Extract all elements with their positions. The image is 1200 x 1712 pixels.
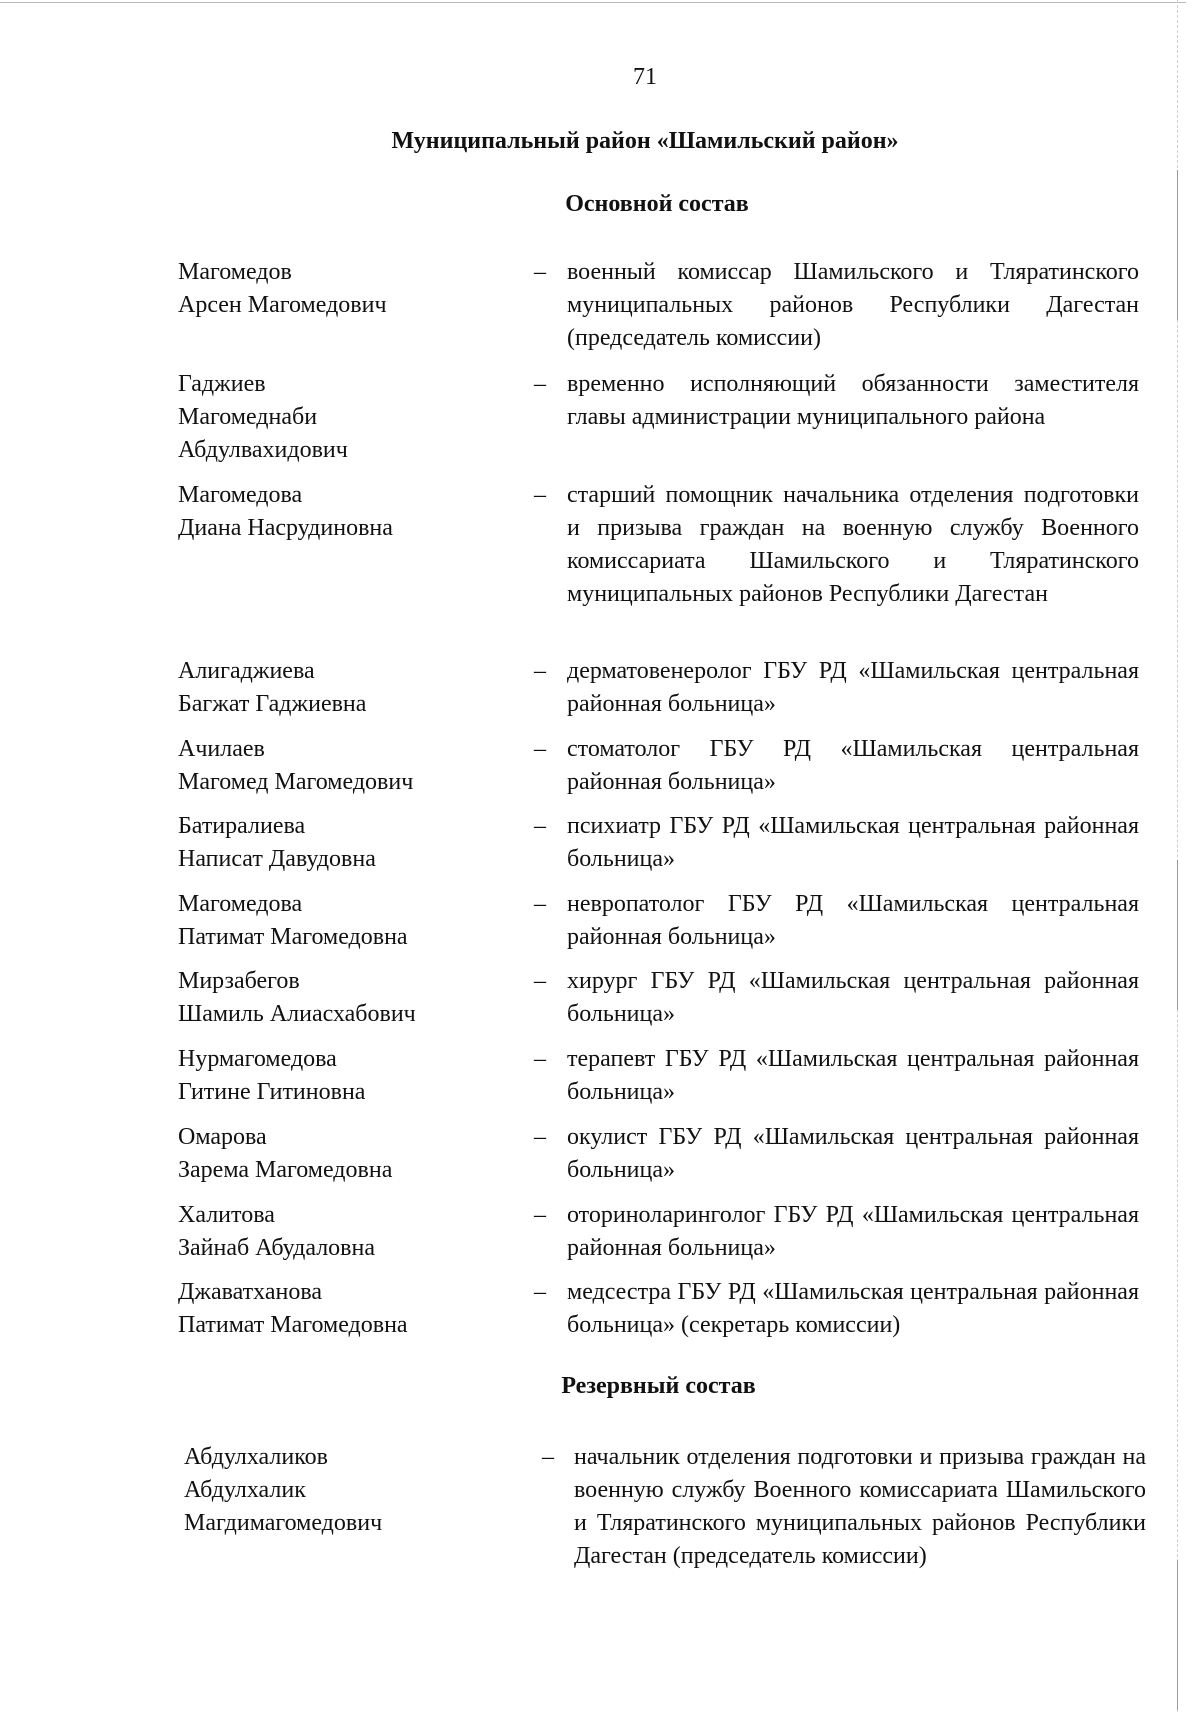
member-name-line: Абдулвахидович (178, 437, 348, 463)
reserve-section-heading: Резервный состав (561, 1373, 756, 1399)
member-name (178, 256, 498, 322)
member-name-line: Гаджиев (178, 371, 266, 397)
member-name (178, 1276, 498, 1342)
dash: – (534, 1279, 546, 1305)
member-position: медсестра ГБУ РД «Шамильская центральная районная больница» (секретарь комиссии) (567, 1279, 1139, 1338)
member-name-line: Написат Давудовна (178, 846, 376, 872)
scan-right-edge-mark (1177, 1560, 1178, 1710)
member-position: начальник отделения подготовки и призыва граждан на военную службу Военного комиссариата Шамильского и Тляратинского муниципальных районов Республики Дагестан (председатель комиссии) (574, 1444, 1146, 1569)
member-position: невропатолог ГБУ РД «Шамильская центральная районная больница» (567, 891, 1139, 950)
member-name (178, 1043, 498, 1109)
member-name (178, 965, 498, 1031)
dash: – (534, 1046, 546, 1072)
document-title: Муниципальный район «Шамильский район» (391, 128, 899, 154)
dash: – (534, 968, 546, 994)
member-name-line: Зайнаб Абудаловна (178, 1235, 376, 1261)
dash: – (534, 658, 546, 684)
main-section-heading: Основной состав (565, 191, 749, 217)
member-position: военный комиссар Шамильского и Тляратинского муниципальных районов Республики Дагестан (председатель комиссии) (567, 259, 1139, 351)
member-name (178, 1199, 498, 1265)
member-name-line: Мирзабегов (178, 968, 300, 994)
member-name-line: Нурмагомедова (178, 1046, 337, 1072)
member-name (178, 810, 498, 876)
member-position: терапевт ГБУ РД «Шамильская центральная районная больница» (567, 1046, 1139, 1105)
dash: – (534, 1124, 546, 1150)
dash: – (542, 1444, 554, 1470)
dash: – (534, 813, 546, 839)
member-name-line: Магомедов (178, 259, 292, 285)
member-name-line: Алигаджиева (178, 658, 315, 684)
member-name-line: Джаватханова (178, 1279, 322, 1305)
member-name-line: Омарова (178, 1124, 267, 1150)
member-position: психиатр ГБУ РД «Шамильская центральная районная больница» (567, 813, 1139, 872)
member-name-line: Магомедова (178, 891, 303, 917)
dash: – (534, 736, 546, 762)
member-name (178, 1121, 498, 1187)
member-name-line: Патимат Магомедовна (178, 1312, 408, 1338)
member-name-line: Магомеднаби (178, 404, 318, 430)
member-name-line: Магомед Магомедович (178, 769, 414, 795)
member-name-line: Арсен Магомедович (178, 292, 387, 318)
member-name (178, 368, 498, 467)
dash: – (534, 891, 546, 917)
dash: – (534, 1202, 546, 1228)
member-position: старший помощник начальника отделения подготовки и призыва граждан на военную службу Военного комиссариата Шамильского и Тляратинского муниципальных районов Республики Дагестан (567, 482, 1139, 607)
member-name-line: Зарема Магомедовна (178, 1157, 393, 1183)
member-position: хирург ГБУ РД «Шамильская центральная районная больница» (567, 968, 1139, 1027)
member-name (178, 479, 498, 545)
dash: – (534, 371, 546, 397)
member-name-line: Ачилаев (178, 736, 265, 762)
member-position: окулист ГБУ РД «Шамильская центральная районная больница» (567, 1124, 1139, 1183)
member-name-line: Абдулхаликов (184, 1444, 328, 1470)
member-name (184, 1441, 504, 1540)
member-position: дерматовенеролог ГБУ РД «Шамильская центральная районная больница» (567, 658, 1139, 717)
member-name-line: Магомедова (178, 482, 303, 508)
member-name-line: Халитова (178, 1202, 275, 1228)
member-position: стоматолог ГБУ РД «Шамильская центральная районная больница» (567, 736, 1139, 795)
member-name-line: Батиралиева (178, 813, 306, 839)
scan-top-edge (0, 2, 1186, 3)
dash: – (534, 259, 546, 285)
member-name-line: Абдулхалик (184, 1477, 306, 1503)
member-name (178, 733, 498, 799)
member-name-line: Диана Насрудиновна (178, 515, 393, 541)
member-name-line: Магдимагомедович (184, 1510, 383, 1536)
member-name (178, 888, 498, 954)
scan-right-edge-mark (1177, 860, 1178, 1010)
member-position: временно исполняющий обязанности заместителя главы администрации муниципального района (567, 371, 1139, 430)
member-name-line: Патимат Магомедовна (178, 924, 408, 950)
member-position: оториноларинголог ГБУ РД «Шамильская центральная районная больница» (567, 1202, 1139, 1261)
member-name (178, 655, 498, 721)
member-name-line: Багжат Гаджиевна (178, 691, 367, 717)
member-name-line: Шамиль Алиасхабович (178, 1001, 416, 1027)
dash: – (534, 482, 546, 508)
page-number: 71 (633, 64, 657, 90)
member-name-line: Гитине Гитиновна (178, 1079, 366, 1105)
